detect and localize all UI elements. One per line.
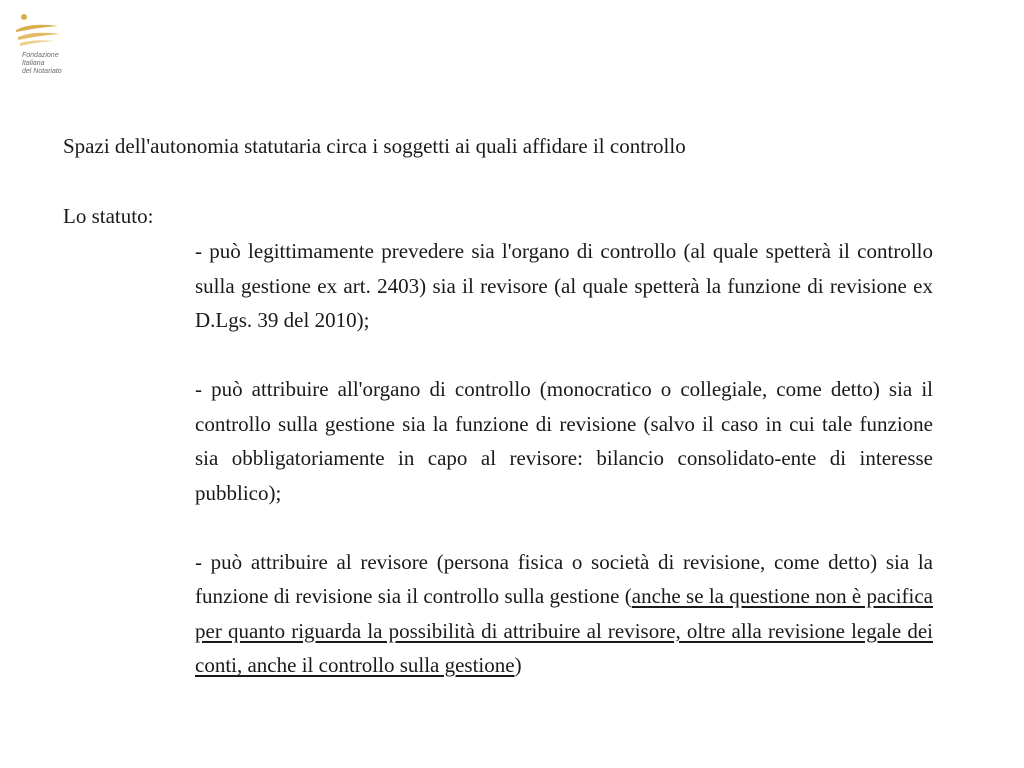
bullet-item-1: - può legittimamente prevedere sia l'organo di controllo (al quale spetterà il controllo sulla gestione ex art. 2403) sia il revisore (al quale spetterà la funzione di revisione ex D.Lgs. 39 del 2010);: [195, 239, 933, 332]
bullet-item-2: - può attribuire all'organo di controllo (monocratico o collegiale, come detto) sia il controllo sulla gestione sia la funzione di revisione (salvo il caso in cui tale funzione sia obbligatoriamente in capo al revisore: bilancio consolidato-ente di interesse pubblico);: [195, 377, 933, 505]
bullet-3-underlined-note: anche se la questione non è pacifica per quanto riguarda la possibilità di attribuire al revisore, oltre alla revisione legale dei conti, anche il controllo sulla gestione: [195, 584, 933, 677]
bullet-list: [195, 234, 933, 683]
foundation-logo: [14, 12, 74, 78]
foundation-name: [22, 52, 62, 76]
foundation-name-line-2: Italiana: [22, 60, 45, 67]
foundation-name-line-3: del Notariato: [22, 68, 62, 75]
bullet-item-3: [195, 545, 933, 683]
slide-title: Spazi dell'autonomia statutaria circa i soggetti ai quali affidare il controllo: [63, 134, 686, 158]
bullet-3-closing: ): [514, 653, 522, 677]
foundation-swoosh-icon: [14, 12, 62, 52]
bullet-3-text: - può attribuire al revisore (persona fisica o società di revisione, come detto) sia la funzione di revisione sia il controllo sulla gestione (: [195, 549, 933, 608]
foundation-name-line-1: Fondazione: [22, 52, 59, 59]
slide-intro: Lo statuto:: [63, 204, 154, 228]
